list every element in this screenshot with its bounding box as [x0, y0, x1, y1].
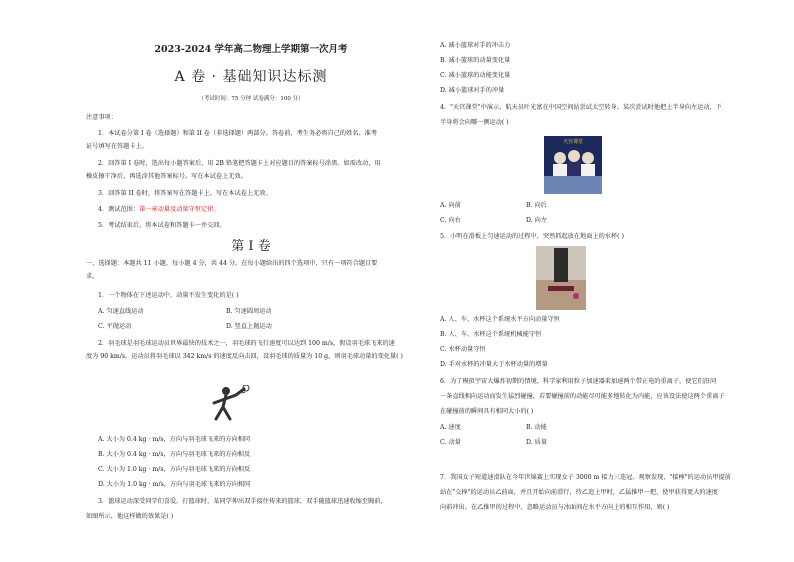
section-title: 第 I 卷: [231, 239, 271, 254]
poster-earth-band: [544, 176, 602, 194]
q6-option-b: B. 动能: [526, 424, 547, 431]
shuttlecock: [242, 392, 245, 393]
q2-option-d: D. 大小为 1.0 kg · m/s，方向与羽毛球飞来的方向相同: [98, 481, 251, 488]
q2-line-1: 2．羽毛球是羽毛球运动员世界最快的技术之一，羽毛球的飞行速度可以达到 100 m/s，假设羽毛球飞来的速: [98, 340, 395, 347]
q2-line-2: 度为 90 km/s，运动员将羽毛球以 342 km/s 的速度反向击回，设羽毛球的质量为 10 g，则羽毛球动量的变化量( ): [86, 353, 403, 360]
q1-option-c: C. 平抛运动: [98, 323, 132, 330]
note-4-prefix: 4．测试范围：: [98, 206, 140, 213]
q7-line-3: 向前冲出。在乙推甲的过程中，忽略运动员与冰面间在水平方向上的相互作用，则( ): [440, 504, 670, 511]
astronaut-face-1: [554, 152, 566, 164]
instructions-line-2: 求。: [86, 273, 99, 280]
note-5: 5．考试结束后，将本试卷和答题卡一并交回。: [98, 222, 226, 229]
q2-option-b: B. 大小为 0.4 kg · m/s，方向与羽毛球飞来的方向相反: [98, 451, 251, 458]
note-1a: 1．本试卷分第 I 卷（选择题）和第 II 卷（非选择题）两部分。答卷前，考生务必将自己的姓名、准考: [98, 130, 378, 137]
poster-title: 天宫课堂: [562, 139, 583, 145]
skateboard-photo-image: [536, 246, 586, 310]
q7-line-2: 站在"交捧"的运动员乙前面，并且开始向前滑行，待乙追上甲时，乙猛推甲一把，使甲获得更大的速度: [440, 489, 718, 496]
q4-option-d: D. 向左: [526, 217, 548, 224]
q7-line-1: 7．我国女子短道速滑队在今年世锦赛上实现女子 3000 m 接力三连冠。观察发现，"接棒"的运动员甲提前: [440, 474, 731, 481]
q6-line-1: 6．为了模拟宇宙大爆炸初期的情境，科学家利用粒子加速器来加速两个带正电的重离子，使它们沿同: [440, 378, 717, 385]
q6-option-d: D. 质量: [526, 439, 548, 446]
q2-option-c: C. 大小为 1.0 kg · m/s，方向与羽毛球飞来的方向相反: [98, 466, 251, 473]
q4-option-a: A. 向前: [440, 202, 461, 209]
instructions-line-1: 一、选择题：本题共 11 小题，每小题 4 分，共 44 分。在每小题给出的四个选项中，只有一项符合题目要: [86, 260, 378, 267]
note-4-scope: 第一章动量及动量守恒定律。: [139, 206, 220, 213]
astronaut-suit-2: [567, 162, 581, 176]
q6-option-c: C. 动量: [440, 439, 461, 446]
note-4: [98, 206, 220, 214]
note-2b: 橡皮擦干净后，再选涂其他答案标号。写在本试卷上无效。: [86, 173, 247, 180]
skateboard-graphic: [536, 246, 586, 310]
exam-title: 2023-2024 学年高二物理上学期第一次月考: [154, 44, 348, 55]
q3-line-2: 如图所示，他这样做的效果是( ): [86, 513, 174, 520]
q4-option-b: B. 向后: [526, 202, 547, 209]
note-2a: 2．回答第 I 卷时，选出每小题答案后，用 2B 铅笔把答题卡上对应题目的答案标号涂黑。如需改动，用: [98, 160, 381, 167]
q5-option-b: B. 人、车、水杯这个系统机械能守恒: [440, 331, 542, 338]
space-station-poster-image: [544, 136, 602, 194]
q4-line-1: 4．"天宫课堂"中演示，航天员叶光富在中国空间站尝试太空转身。某次尝试时他把上半身向左运动，下: [440, 104, 722, 111]
exam-subtitle: A 卷 · 基础知识达标测: [174, 69, 328, 85]
q4-line-2: 半身将会向哪一侧运动( ): [440, 119, 509, 126]
q5-option-c: C. 水杯动量守恒: [440, 346, 486, 353]
q4-option-c: C. 向右: [440, 217, 461, 224]
q1-option-b: B. 匀速圆周运动: [226, 308, 272, 315]
skateboard: [548, 286, 574, 291]
water-cup: [573, 293, 579, 299]
q3-option-d: D. 减小篮球对手的冲量: [440, 87, 505, 94]
exam-info: （考试时间：75 分钟 试卷满分：100 分）: [198, 96, 304, 102]
q3-option-c: C. 减小篮球的动能变化量: [440, 72, 511, 79]
q1-option-a: A. 匀速直线运动: [98, 308, 144, 315]
q6-line-3: 在碰撞前的瞬间具有相同大小的( ): [440, 408, 534, 415]
q6-option-a: A. 速度: [440, 424, 461, 431]
note-3: 3．回答第 II 卷时，将答案写在答题卡上。写在本试卷上无效。: [98, 190, 272, 197]
q5-option-a: A. 人、车、水杯这个系统水平方向动量守恒: [440, 316, 560, 323]
note-1b: 证号填写在答题卡上。: [86, 143, 148, 150]
astronaut-face-2: [568, 150, 580, 162]
q3-option-b: B. 减小篮球的动量变化量: [440, 57, 511, 64]
q3-option-a: A. 减小篮球对手的冲击力: [440, 42, 511, 49]
person-legs: [554, 248, 568, 282]
q1-stem: 1．一个物体在下述运动中，动量不发生变化的是( ): [98, 292, 239, 299]
q3-line-1: 3．篮球运动深受同学们喜爱。打篮球时，某同学伸出双手接住传来的篮球，双手随篮球迅速收缩至胸前，: [98, 498, 387, 505]
q5-option-d: D. 手对水杯的冲量大于水杯动量的增量: [440, 361, 548, 368]
astronaut-face-3: [582, 152, 594, 164]
badminton-player-image: [206, 385, 250, 423]
astronaut-suit-1: [553, 164, 567, 176]
q6-line-2: 一条直线相向运动而发生猛烈碰撞，若要碰撞前的动能尽可能多地转化为内能，应该设法使这两个重离子: [440, 393, 725, 400]
astronaut-suit-3: [581, 164, 595, 176]
notes-heading: 注意事项：: [86, 114, 117, 121]
q5-stem: 5．小明在滑板上匀速运动的过程中，突然抓起放在地面上的水杯( ): [440, 233, 624, 240]
q2-option-a: A. 大小为 0.4 kg · m/s，方向与羽毛球飞来的方向相同: [98, 436, 251, 443]
q1-option-d: D. 竖直上抛运动: [226, 323, 272, 330]
